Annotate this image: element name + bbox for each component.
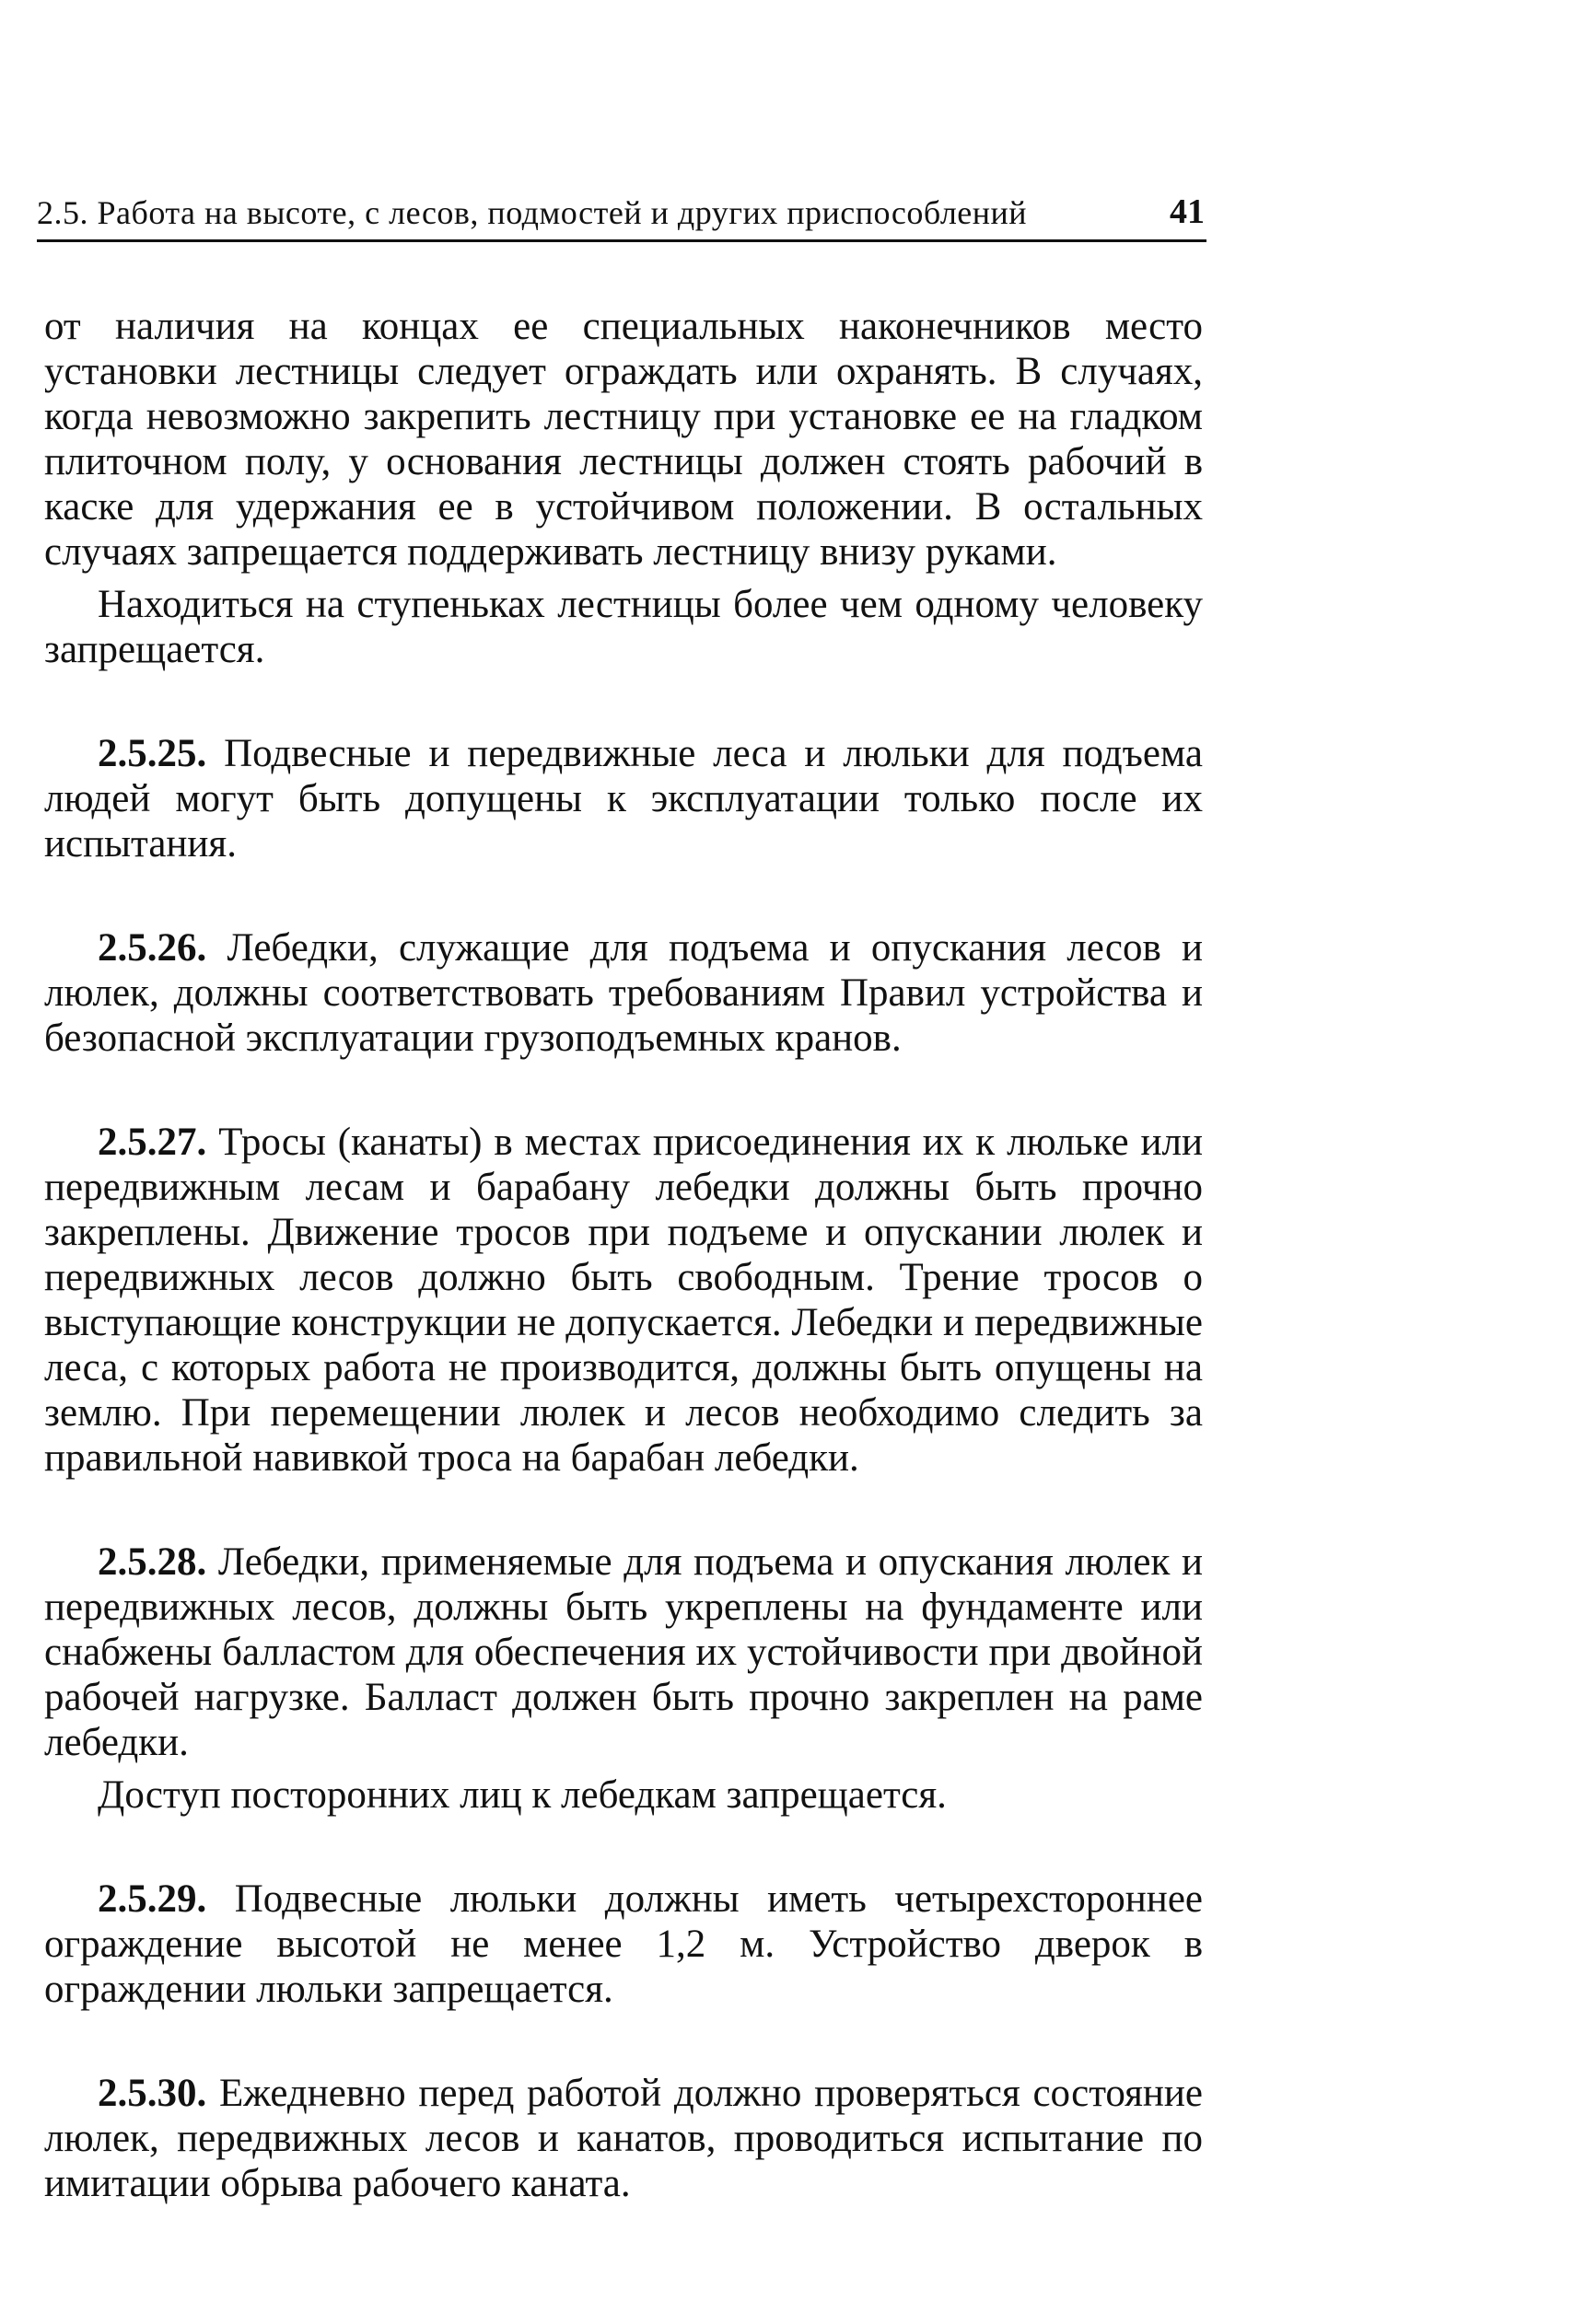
clause-number: 2.5.29. [98, 1877, 207, 1921]
clause-2-5-26 [44, 925, 1203, 1061]
clause-2-5-27 [44, 1120, 1203, 1481]
clause-2-5-25 [44, 731, 1203, 866]
clause-number: 2.5.27. [98, 1121, 207, 1164]
clause-text: Подвесные и передвижные леса и люльки для подъема людей могут быть допущены к эксплуатации только после их испытания. [44, 732, 1203, 866]
running-header [37, 184, 1206, 242]
clause-2-5-28 [44, 1540, 1203, 1765]
clause-2-5-30 [44, 2071, 1203, 2206]
paragraph-ladder-persons: Находиться на ступеньках лестницы более чем одному человеку запрещается. [44, 583, 1203, 671]
clause-number: 2.5.26. [98, 926, 207, 970]
clause-number: 2.5.28. [98, 1540, 207, 1584]
clause-text: Лебедки, служащие для подъема и опускания лесов и люлек, должны соответствовать требованиям Правил устройства и безопасной эксплуатации грузоподъемных кранов. [44, 926, 1203, 1060]
clause-number: 2.5.25. [98, 732, 207, 775]
paragraph-continuation: от наличия на концах ее специальных наконечников место установки лестницы следует ограждать или охранять. В случаях, когда невозможно закрепить лестницу при установке ее на гладком плиточном полу, у основания лестницы должен стоять рабочий в каске для удержания ее в устойчивом положении. В остальных случаях запрещается поддерживать лестницу внизу руками. [44, 305, 1203, 574]
clause-text: Подвесные люльки должны иметь четырехстороннее ограждение высотой не менее 1,2 м. Устройство дверок в ограждении люльки запрещается. [44, 1877, 1203, 2011]
clause-text: Ежедневно перед работой должно проверяться состояние люлек, передвижных лесов и канатов, проводиться испытание по имитации обрыва рабочего каната. [44, 2072, 1203, 2205]
clause-number: 2.5.30. [98, 2072, 207, 2115]
page-number: 41 [1170, 192, 1205, 231]
running-title: 2.5. Работа на высоте, с лесов, подмостей и других приспособлений [37, 194, 1028, 231]
clause-text: Тросы (канаты) в местах присоединения их к люльке или передвижным лесам и барабану лебедки должны быть прочно закреплены. Движение тросов при подъеме и опускании люлек и передвижных лесов должно быть свободным. Трение тросов о выступающие конструкции не допускается. Лебедки и передвижные леса, с которых работа не производится, должны быть опущены на землю. При перемещении люлек и лесов необходимо следить за правильной навивкой троса на барабан лебедки. [44, 1121, 1203, 1480]
clause-text: Лебедки, применяемые для подъема и опускания люлек и передвижных лесов, должны быть укреплены на фундаменте или снабжены балластом для обеспечения их устойчивости при двойной рабочей нагрузке. Балласт должен быть прочно закреплен на раме лебедки. [44, 1540, 1203, 1764]
clause-2-5-29 [44, 1877, 1203, 2012]
paragraph-winch-access: Доступ посторонних лиц к лебедкам запрещается. [98, 1773, 947, 1817]
body-text [44, 304, 1203, 2206]
